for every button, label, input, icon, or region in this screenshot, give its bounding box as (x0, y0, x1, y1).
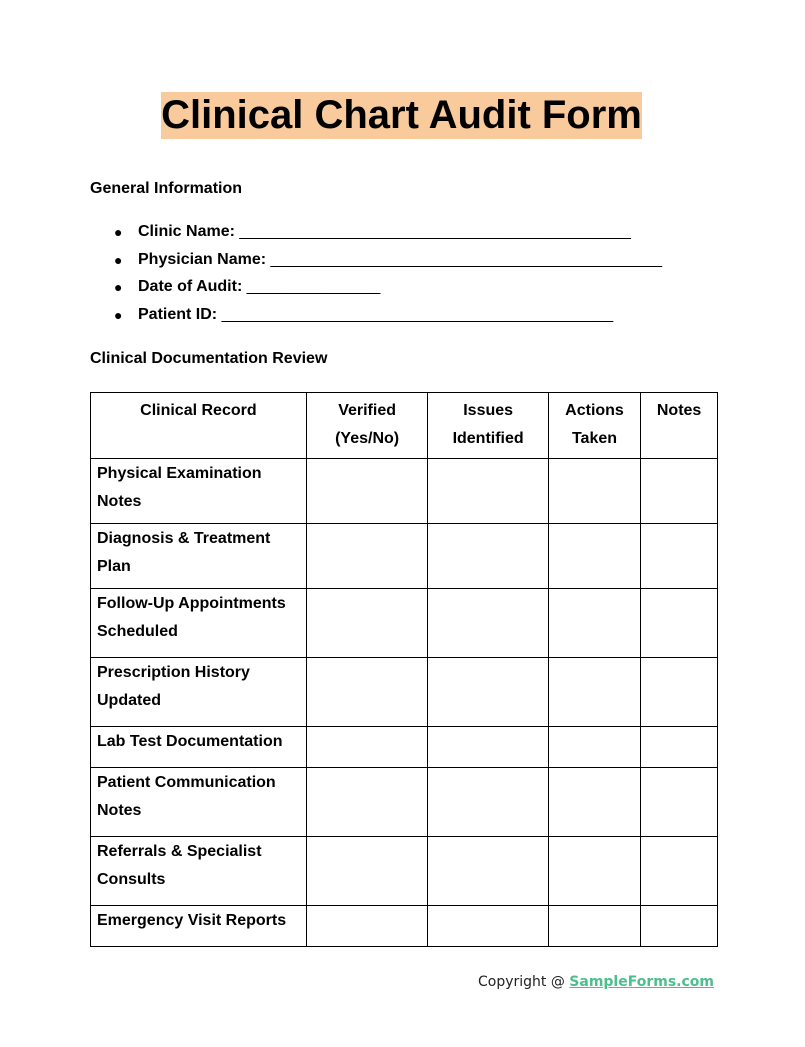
table-row (91, 459, 718, 524)
issues-cell[interactable] (428, 459, 548, 524)
actions-cell[interactable] (548, 459, 640, 524)
header-clinical-record: Clinical Record (91, 393, 307, 459)
notes-cell[interactable] (641, 837, 718, 906)
bullet-icon: ● (114, 279, 123, 296)
notes-cell[interactable] (641, 768, 718, 837)
verified-cell[interactable] (306, 589, 428, 658)
table-row (91, 727, 718, 768)
clinic-name-label: Clinic Name: (138, 223, 235, 240)
notes-cell[interactable] (641, 906, 718, 947)
bullet-icon: ● (114, 251, 123, 268)
documentation-review-table (90, 392, 718, 947)
table-row (91, 658, 718, 727)
notes-cell[interactable] (641, 459, 718, 524)
record-label: Patient Communication Notes (91, 768, 307, 837)
notes-cell[interactable] (641, 524, 718, 589)
patient-id-label: Patient ID: (138, 306, 218, 324)
physician-name-blank[interactable]: ____________________________________________ (270, 250, 663, 268)
physician-name-label: Physician Name: (138, 250, 267, 268)
sampleforms-link[interactable]: SampleForms.com (569, 974, 714, 990)
title-wrapper (0, 92, 805, 139)
table-row (91, 906, 718, 947)
patient-id-field[interactable] (90, 303, 662, 331)
record-label: Physical Examination Notes (91, 459, 307, 524)
date-of-audit-label: Date of Audit: (138, 278, 243, 296)
issues-cell[interactable] (428, 727, 548, 768)
actions-cell[interactable] (548, 589, 640, 658)
record-label: Follow-Up Appointments Scheduled (91, 589, 307, 658)
date-of-audit-field[interactable] (90, 275, 662, 303)
verified-cell[interactable] (306, 837, 428, 906)
actions-cell[interactable] (548, 727, 640, 768)
issues-cell[interactable] (428, 768, 548, 837)
header-verified: Verified (Yes/No) (306, 393, 428, 459)
record-label: Prescription History Updated (91, 658, 307, 727)
actions-cell[interactable] (548, 524, 640, 589)
verified-cell[interactable] (306, 768, 428, 837)
issues-cell[interactable] (428, 524, 548, 589)
bullet-icon: ● (114, 307, 123, 324)
general-information-heading: General Information (90, 180, 243, 197)
notes-cell[interactable] (641, 727, 718, 768)
physician-name-field[interactable] (90, 248, 662, 276)
date-of-audit-blank[interactable]: _______________ (246, 278, 381, 296)
record-label: Emergency Visit Reports (91, 906, 307, 947)
table-row (91, 768, 718, 837)
documentation-review-heading: Clinical Documentation Review (90, 350, 328, 367)
table-row (91, 837, 718, 906)
actions-cell[interactable] (548, 837, 640, 906)
copyright-text: Copyright @ (477, 974, 570, 990)
record-label: Referrals & Specialist Consults (97, 843, 262, 888)
header-issues-identified: Issues Identified (428, 393, 548, 459)
copyright-footer (478, 972, 714, 992)
actions-cell[interactable] (548, 768, 640, 837)
patient-id-blank[interactable]: ____________________________________________ (221, 306, 614, 324)
issues-cell[interactable] (428, 589, 548, 658)
clinic-name-field[interactable] (90, 220, 662, 248)
verified-cell[interactable] (306, 727, 428, 768)
general-information-list (90, 220, 662, 331)
notes-cell[interactable] (641, 589, 718, 658)
issues-cell[interactable] (428, 837, 548, 906)
verified-cell[interactable] (306, 459, 428, 524)
actions-cell[interactable] (548, 658, 640, 727)
clinic-name-blank[interactable]: ____________________________________________ (239, 223, 631, 240)
header-actions-taken: Actions Taken (548, 393, 640, 459)
page-title: Clinical Chart Audit Form (161, 93, 642, 137)
issues-cell[interactable] (428, 906, 548, 947)
record-label: Diagnosis & Treatment Plan (91, 524, 307, 589)
record-label-cell (91, 837, 307, 906)
actions-cell[interactable] (548, 906, 640, 947)
verified-cell[interactable] (306, 906, 428, 947)
notes-cell[interactable] (641, 658, 718, 727)
verified-cell[interactable] (306, 524, 428, 589)
table-row (91, 524, 718, 589)
bullet-icon: ● (114, 224, 123, 240)
record-label: Lab Test Documentation (91, 727, 307, 768)
table-row (91, 589, 718, 658)
header-notes: Notes (641, 393, 718, 459)
verified-cell[interactable] (306, 658, 428, 727)
table-header-row (91, 393, 718, 459)
issues-cell[interactable] (428, 658, 548, 727)
